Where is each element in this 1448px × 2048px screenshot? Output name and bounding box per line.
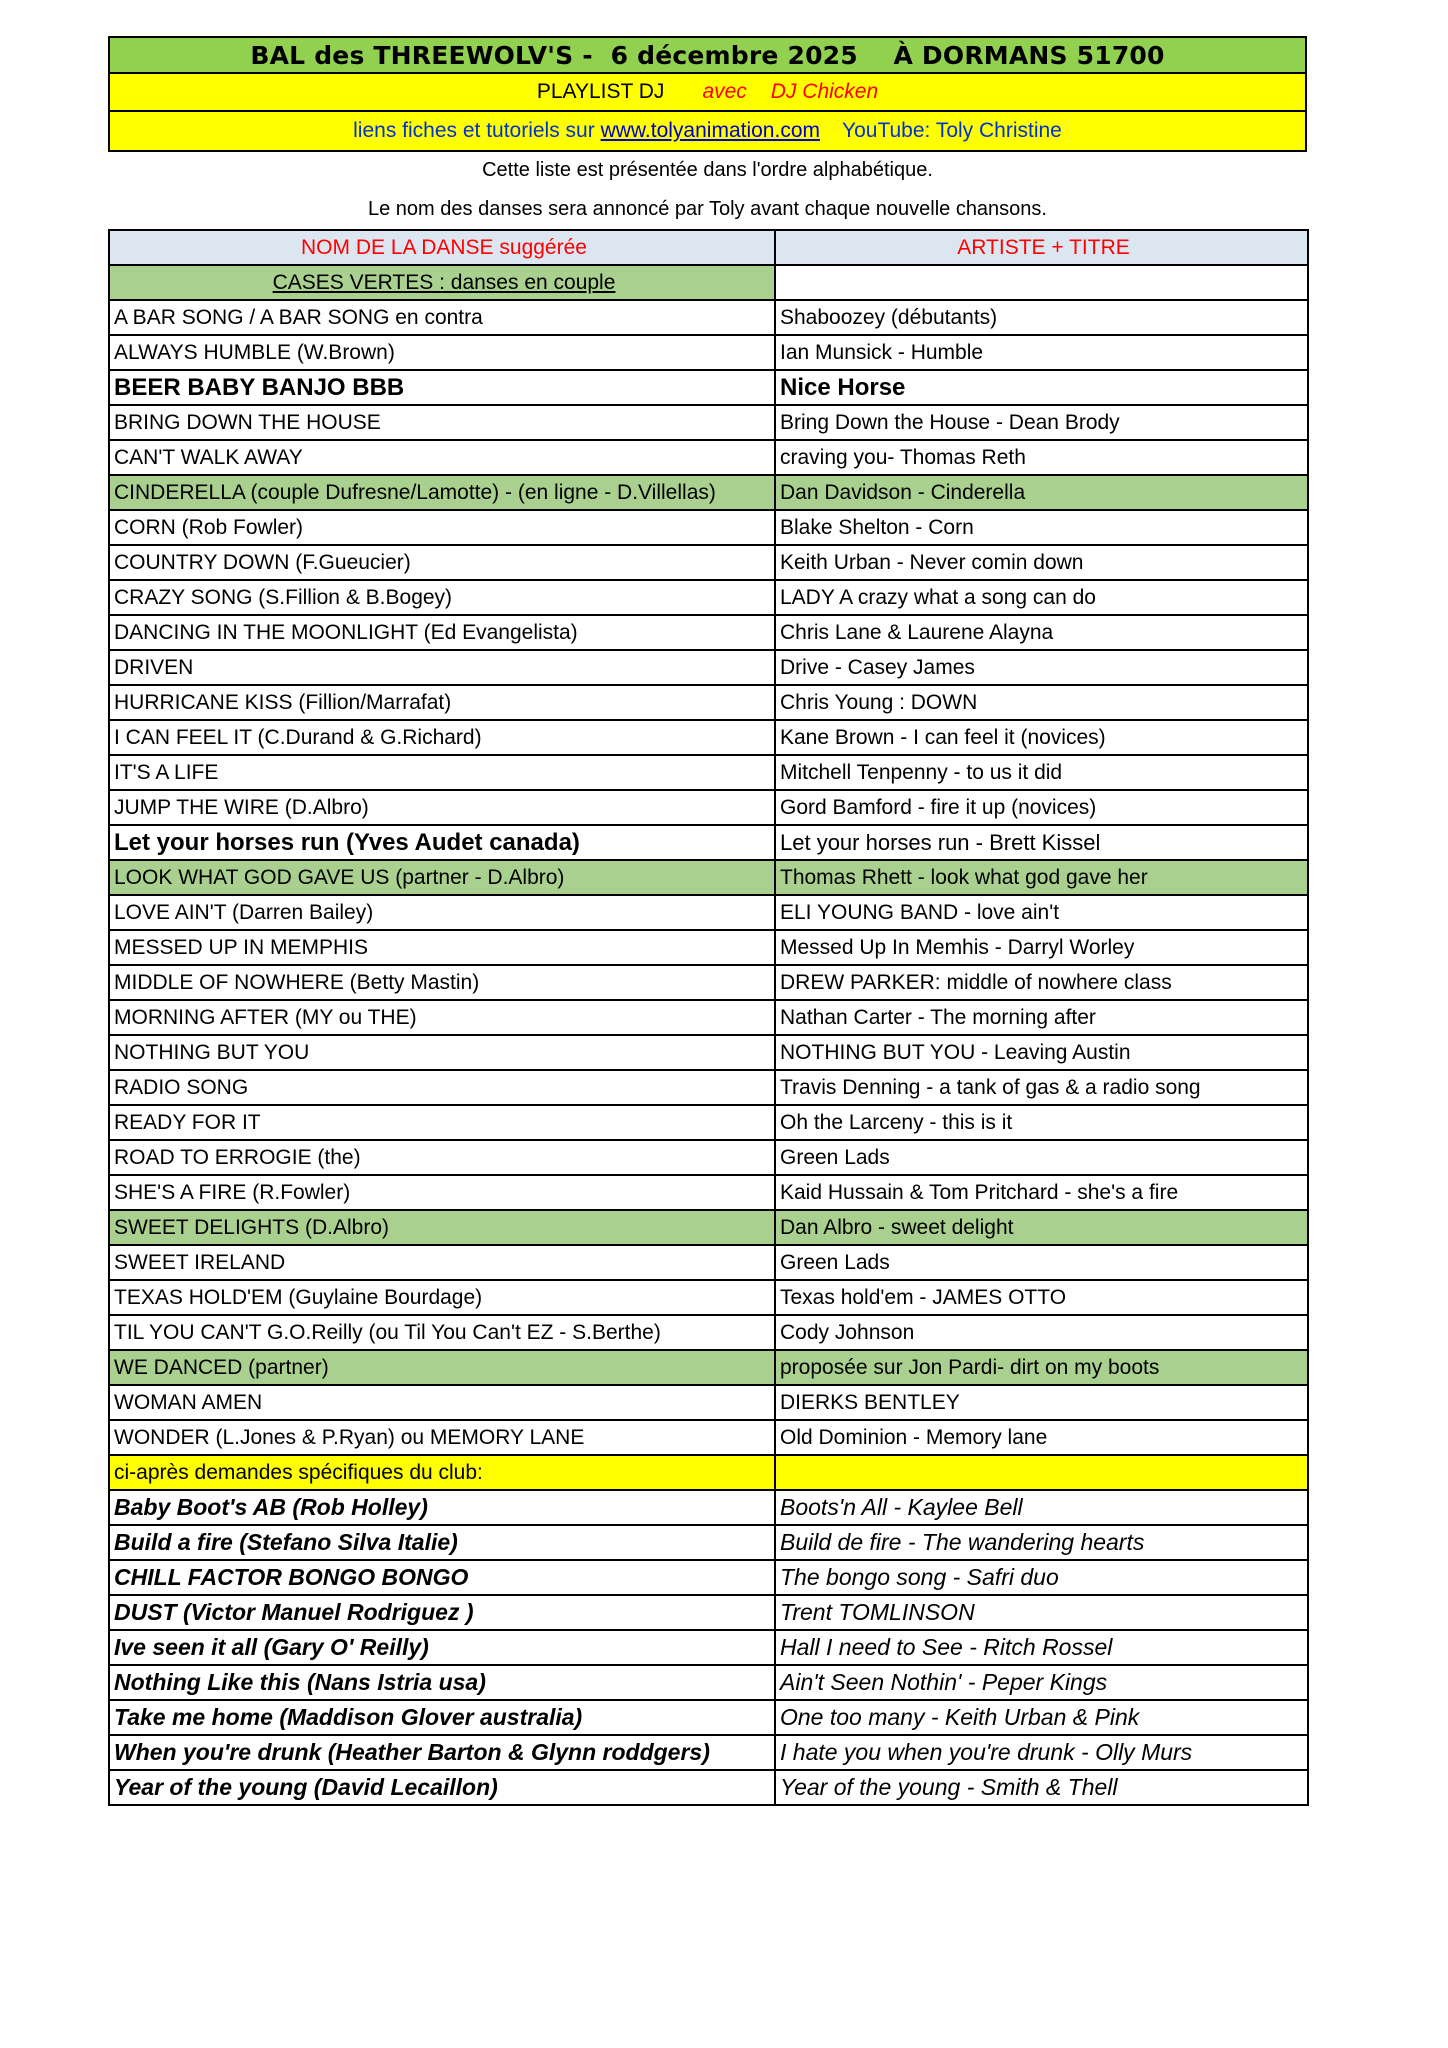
artist-title: Ain't Seen Nothin' - Peper Kings (775, 1665, 1308, 1700)
artist-title: Boots'n All - Kaylee Bell (775, 1490, 1308, 1525)
table-row (109, 1140, 1308, 1175)
artist-title: The bongo song - Safri duo (775, 1560, 1308, 1595)
table-header-row (109, 230, 1308, 265)
dance-name: SWEET DELIGHTS (D.Albro) (109, 1210, 775, 1245)
dance-name: HURRICANE KISS (Fillion/Marrafat) (109, 685, 775, 720)
website-link[interactable]: www.tolyanimation.com (600, 119, 820, 142)
dance-name: BEER BABY BANJO BBB (109, 370, 775, 405)
artist-title: Hall I need to See - Ritch Rossel (775, 1630, 1308, 1665)
table-row (109, 965, 1308, 1000)
dance-name: Let your horses run (Yves Audet canada) (109, 825, 775, 860)
club-row (109, 1665, 1308, 1700)
dance-name: SWEET IRELAND (109, 1245, 775, 1280)
playlist-banner (108, 74, 1307, 112)
couple-section-label: CASES VERTES : danses en couple (109, 265, 775, 300)
table-row (109, 860, 1308, 895)
dance-name: MESSED UP IN MEMPHIS (109, 930, 775, 965)
table-row (109, 1105, 1308, 1140)
dance-name: DUST (Victor Manuel Rodriguez ) (109, 1595, 775, 1630)
table-row (109, 1000, 1308, 1035)
table-row (109, 475, 1308, 510)
dance-name: SHE'S A FIRE (R.Fowler) (109, 1175, 775, 1210)
artist-title: DREW PARKER: middle of nowhere class (775, 965, 1308, 1000)
club-row (109, 1595, 1308, 1630)
table-row (109, 930, 1308, 965)
artist-title: Chris Lane & Laurene Alayna (775, 615, 1308, 650)
event-title: BAL des THREEWOLV'S - 6 décembre 2025 À DORMANS 51700 (250, 40, 1165, 70)
artist-title: Shaboozey (débutants) (775, 300, 1308, 335)
header-dance: NOM DE LA DANSE suggérée (109, 230, 775, 265)
artist-title: Kaid Hussain & Tom Pritchard - she's a fire (775, 1175, 1308, 1210)
dj-name: DJ Chicken (770, 80, 879, 103)
dance-name: BRING DOWN THE HOUSE (109, 405, 775, 440)
dance-name: DANCING IN THE MOONLIGHT (Ed Evangelista) (109, 615, 775, 650)
artist-title: DIERKS BENTLEY (775, 1385, 1308, 1420)
dance-name: CRAZY SONG (S.Fillion & B.Bogey) (109, 580, 775, 615)
artist-title: Dan Albro - sweet delight (775, 1210, 1308, 1245)
dance-name: CORN (Rob Fowler) (109, 510, 775, 545)
dance-name: WONDER (L.Jones & P.Ryan) ou MEMORY LANE (109, 1420, 775, 1455)
table-row (109, 370, 1308, 405)
artist-title: Nathan Carter - The morning after (775, 1000, 1308, 1035)
table-row (109, 580, 1308, 615)
artist-title: Nice Horse (775, 370, 1308, 405)
dance-name: TIL YOU CAN'T G.O.Reilly (ou Til You Can't EZ - S.Berthe) (109, 1315, 775, 1350)
artist-title: Chris Young : DOWN (775, 685, 1308, 720)
table-row (109, 1385, 1308, 1420)
dance-name: When you're drunk (Heather Barton & Glynn roddgers) (109, 1735, 775, 1770)
table-row (109, 790, 1308, 825)
playlist-table (108, 229, 1309, 1806)
artist-title: Trent TOMLINSON (775, 1595, 1308, 1630)
table-row (109, 755, 1308, 790)
table-row (109, 720, 1308, 755)
dance-name: ROAD TO ERROGIE (the) (109, 1140, 775, 1175)
dance-name: COUNTRY DOWN (F.Gueucier) (109, 545, 775, 580)
dance-name: DRIVEN (109, 650, 775, 685)
header-artist: ARTISTE + TITRE (775, 230, 1308, 265)
artist-title: NOTHING BUT YOU - Leaving Austin (775, 1035, 1308, 1070)
club-section-label: ci-après demandes spécifiques du club: (109, 1455, 775, 1490)
club-row (109, 1525, 1308, 1560)
dance-name: RADIO SONG (109, 1070, 775, 1105)
artist-title: Year of the young - Smith & Thell (775, 1770, 1308, 1805)
club-row (109, 1560, 1308, 1595)
playlist-label: PLAYLIST DJ (536, 80, 665, 103)
dance-name: WE DANCED (partner) (109, 1350, 775, 1385)
table-row (109, 1280, 1308, 1315)
links-banner (108, 112, 1307, 152)
youtube-label: YouTube: Toly Christine (842, 119, 1062, 142)
artist-title: Travis Denning - a tank of gas & a radio song (775, 1070, 1308, 1105)
artist-title: Green Lads (775, 1245, 1308, 1280)
artist-title: Oh the Larceny - this is it (775, 1105, 1308, 1140)
links-prefix: liens fiches et tutoriels sur (353, 119, 595, 142)
artist-title: Drive - Casey James (775, 650, 1308, 685)
dance-name: TEXAS HOLD'EM (Guylaine Bourdage) (109, 1280, 775, 1315)
club-section-row (109, 1455, 1308, 1490)
table-row (109, 1035, 1308, 1070)
dance-name: IT'S A LIFE (109, 755, 775, 790)
artist-title: Texas hold'em - JAMES OTTO (775, 1280, 1308, 1315)
artist-title: Kane Brown - I can feel it (novices) (775, 720, 1308, 755)
table-row (109, 1070, 1308, 1105)
artist-title: ELI YOUNG BAND - love ain't (775, 895, 1308, 930)
note-announcement: Le nom des danses sera annoncé par Toly avant chaque nouvelle chansons. (368, 198, 1047, 220)
event-title-banner (108, 36, 1307, 74)
table-row (109, 1420, 1308, 1455)
table-row (109, 1315, 1308, 1350)
club-row (109, 1770, 1308, 1805)
artist-title: Cody Johnson (775, 1315, 1308, 1350)
artist-title: Dan Davidson - Cinderella (775, 475, 1308, 510)
artist-title: Messed Up In Memhis - Darryl Worley (775, 930, 1308, 965)
table-row (109, 615, 1308, 650)
table-row (109, 405, 1308, 440)
dance-name: NOTHING BUT YOU (109, 1035, 775, 1070)
table-row (109, 1245, 1308, 1280)
dance-name: Build a fire (Stefano Silva Italie) (109, 1525, 775, 1560)
dance-name: Take me home (Maddison Glover australia) (109, 1700, 775, 1735)
dance-name: CAN'T WALK AWAY (109, 440, 775, 475)
dance-name: Nothing Like this (Nans Istria usa) (109, 1665, 775, 1700)
dance-name: READY FOR IT (109, 1105, 775, 1140)
artist-title: Blake Shelton - Corn (775, 510, 1308, 545)
table-row (109, 825, 1308, 860)
table-row (109, 895, 1308, 930)
dance-name: JUMP THE WIRE (D.Albro) (109, 790, 775, 825)
club-section-empty (775, 1455, 1308, 1490)
artist-title: proposée sur Jon Pardi- dirt on my boots (775, 1350, 1308, 1385)
table-row (109, 1210, 1308, 1245)
table-row (109, 510, 1308, 545)
artist-title: Thomas Rhett - look what god gave her (775, 860, 1308, 895)
table-row (109, 650, 1308, 685)
dance-name: WOMAN AMEN (109, 1385, 775, 1420)
club-row (109, 1735, 1308, 1770)
with-label: avec (702, 80, 747, 103)
dance-name: ALWAYS HUMBLE (W.Brown) (109, 335, 775, 370)
artist-title: Green Lads (775, 1140, 1308, 1175)
table-row (109, 440, 1308, 475)
dance-name: A BAR SONG / A BAR SONG en contra (109, 300, 775, 335)
table-row (109, 1175, 1308, 1210)
dance-name: Year of the young (David Lecaillon) (109, 1770, 775, 1805)
artist-title: Mitchell Tenpenny - to us it did (775, 755, 1308, 790)
artist-title: craving you- Thomas Reth (775, 440, 1308, 475)
dance-name: LOVE AIN'T (Darren Bailey) (109, 895, 775, 930)
table-row (109, 335, 1308, 370)
dance-name: Ive seen it all (Gary O' Reilly) (109, 1630, 775, 1665)
dance-name: Baby Boot's AB (Rob Holley) (109, 1490, 775, 1525)
note-alphabetical: Cette liste est présentée dans l'ordre alphabétique. (482, 159, 933, 181)
artist-title: Build de fire - The wandering hearts (775, 1525, 1308, 1560)
table-row (109, 545, 1308, 580)
table-row (109, 1350, 1308, 1385)
dance-name: MIDDLE OF NOWHERE (Betty Mastin) (109, 965, 775, 1000)
artist-title: Gord Bamford - fire it up (novices) (775, 790, 1308, 825)
artist-title: One too many - Keith Urban & Pink (775, 1700, 1308, 1735)
artist-title: Let your horses run - Brett Kissel (775, 825, 1308, 860)
artist-title: LADY A crazy what a song can do (775, 580, 1308, 615)
dance-name: CINDERELLA (couple Dufresne/Lamotte) - (en ligne - D.Villellas) (109, 475, 775, 510)
club-row (109, 1490, 1308, 1525)
couple-section-row (109, 265, 1308, 300)
table-row (109, 685, 1308, 720)
artist-title: Ian Munsick - Humble (775, 335, 1308, 370)
table-row (109, 300, 1308, 335)
dance-name: LOOK WHAT GOD GAVE US (partner - D.Albro) (109, 860, 775, 895)
couple-section-empty (775, 265, 1308, 300)
artist-title: Bring Down the House - Dean Brody (775, 405, 1308, 440)
dance-name: MORNING AFTER (MY ou THE) (109, 1000, 775, 1035)
club-row (109, 1630, 1308, 1665)
dance-name: I CAN FEEL IT (C.Durand & G.Richard) (109, 720, 775, 755)
artist-title: Keith Urban - Never comin down (775, 545, 1308, 580)
artist-title: Old Dominion - Memory lane (775, 1420, 1308, 1455)
club-row (109, 1700, 1308, 1735)
artist-title: I hate you when you're drunk - Olly Murs (775, 1735, 1308, 1770)
dance-name: CHILL FACTOR BONGO BONGO (109, 1560, 775, 1595)
